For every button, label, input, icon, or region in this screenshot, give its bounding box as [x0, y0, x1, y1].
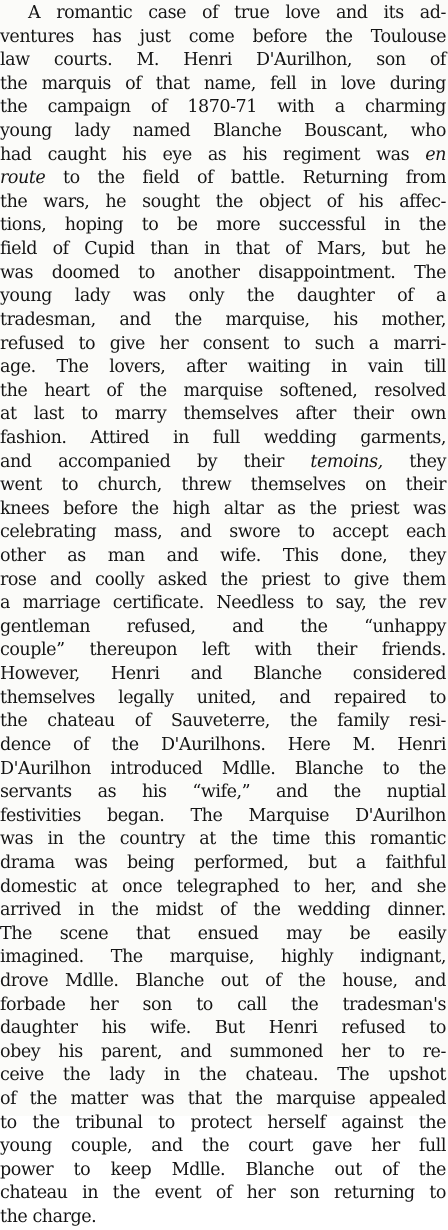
- article-line: The scene that ensued may be easily: [0, 923, 447, 944]
- article-line: forbade her son to call the tradesman's: [0, 994, 446, 1015]
- article-line: daughter his wife. But Henri refused to: [0, 1018, 446, 1039]
- article-line: D'Aurilhon introduced Mdlle. Blanche to the: [0, 758, 446, 779]
- article-line: refused to give her consent to such a marri-: [0, 333, 446, 354]
- article-line: the charge.: [0, 1207, 97, 1228]
- article-line: dence of the D'Aurilhons. Here M. Henri: [0, 734, 446, 755]
- article-line: had caught his eye as his regiment was en: [0, 144, 446, 165]
- article-body: [0, 2, 448, 1230]
- article-line: tradesman, and the marquise, his mother,: [0, 309, 446, 330]
- article-line: imagined. The marquise, highly indignant,: [0, 947, 446, 968]
- article-line: and accompanied by their temoins, they: [0, 451, 447, 472]
- article-line: A romantic case of true love and its ad-: [28, 3, 446, 23]
- article-line: young lady named Blanche Bouscant, who: [0, 121, 446, 142]
- article-line: the marquis of that name, fell in love during: [0, 73, 446, 94]
- article-line: was in the country at the time this romantic: [0, 829, 447, 850]
- article-line: gentleman refused, and the “unhappy: [0, 616, 446, 637]
- article-line: young couple, and the court gave her full: [0, 1136, 446, 1157]
- article-line: tions, hoping to be more successful in the: [0, 215, 446, 236]
- article-line: other as man and wife. This done, they: [0, 546, 446, 567]
- article-line: knees before the high altar as the priest was: [0, 498, 446, 519]
- article-line: at last to marry themselves after their own: [0, 404, 446, 425]
- article-line: chateau in the event of her son returning to: [0, 1183, 446, 1204]
- article-line: celebrating mass, and swore to accept each: [0, 522, 446, 543]
- article-line: festivities began. The Marquise D'Aurilhon: [0, 805, 446, 826]
- article-line: ceive the lady in the chateau. The upshot: [0, 1065, 446, 1086]
- article-line: went to church, threw themselves on their: [0, 475, 446, 496]
- article-line: domestic at once telegraphed to her, and she: [0, 876, 446, 897]
- article-line: a marriage certificate. Needless to say, the rev: [0, 593, 447, 614]
- article-line: field of Cupid than in that of Mars, but he: [0, 239, 446, 260]
- article-line: servants as his “wife,” and the nuptial: [0, 782, 446, 803]
- article-line: age. The lovers, after waiting in vain till: [0, 357, 446, 378]
- article-line: the chateau of Sauveterre, the family resi-: [0, 711, 446, 732]
- article-line: However, Henri and Blanche considered: [0, 664, 446, 685]
- article-line: fashion. Attired in full wedding garments,: [0, 427, 446, 448]
- article-line: arrived in the midst of the wedding dinner.: [0, 900, 446, 921]
- article-line: route to the field of battle. Returning from: [0, 168, 446, 189]
- article-line: to the tribunal to protect herself against the: [0, 1112, 446, 1133]
- article-line: obey his parent, and summoned her to re-: [0, 1041, 446, 1062]
- article-line: themselves legally united, and repaired to: [0, 687, 446, 708]
- article-line: young lady was only the daughter of a: [0, 286, 447, 307]
- article-line: the heart of the marquise softened, resolved: [0, 380, 446, 401]
- article-line: law courts. M. Henri D'Aurilhon, son of: [0, 50, 446, 71]
- article-line: the campaign of 1870-71 with a charming: [0, 97, 446, 118]
- article-line: the wars, he sought the object of his affec-: [0, 191, 446, 212]
- article-line: power to keep Mdlle. Blanche out of the: [0, 1159, 446, 1180]
- article-line: rose and coolly asked the priest to give them: [0, 569, 446, 590]
- article-line: ventures has just come before the Toulouse: [0, 26, 446, 47]
- article-line: drove Mdlle. Blanche out of the house, and: [0, 970, 447, 991]
- article-line: of the matter was that the marquise appealed: [0, 1089, 447, 1110]
- article-line: drama was being performed, but a faithful: [0, 852, 447, 873]
- article-line: couple” thereupon left with their friends.: [0, 640, 446, 661]
- article-line: was doomed to another disappointment. The: [0, 262, 447, 283]
